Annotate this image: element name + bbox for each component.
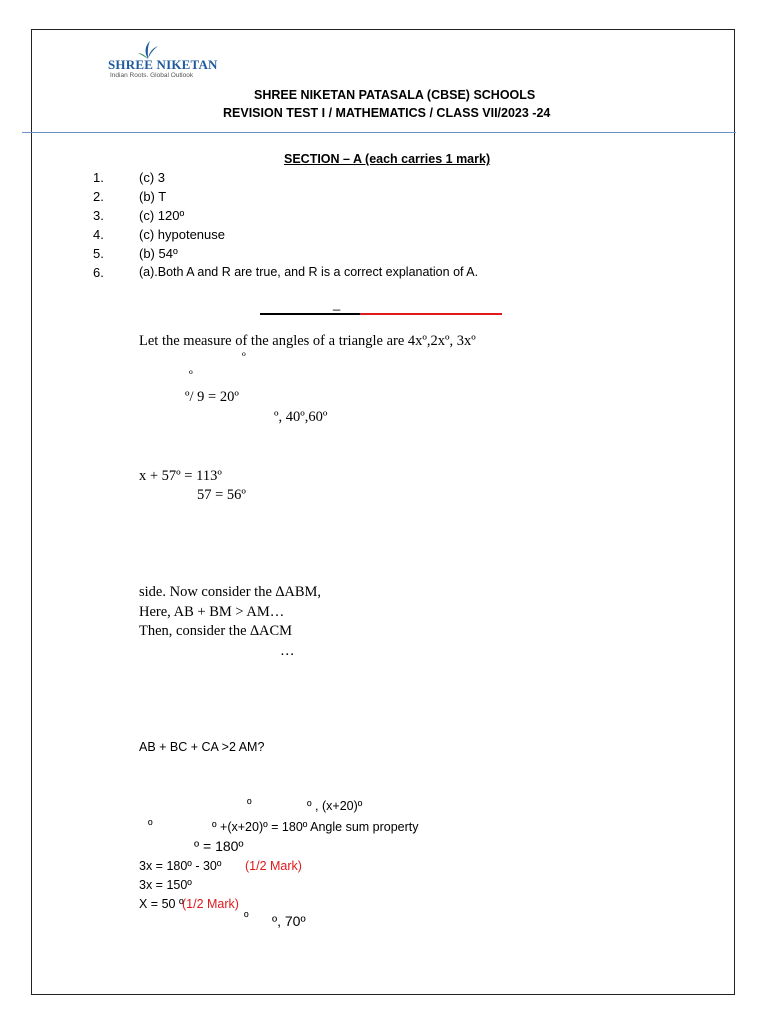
answer-text: (c) hypotenuse (139, 227, 225, 242)
answer-text: (b) T (139, 189, 167, 204)
section-divider-black (260, 313, 360, 315)
work-line: º , (x+20)º (307, 799, 363, 813)
work-line: º +(x+20)º = 180º Angle sum property (212, 820, 419, 834)
work-line: º, 70º (272, 913, 306, 929)
answer-number: 4. (93, 227, 104, 242)
work-line: 3x = 150º (139, 878, 192, 892)
work-line: x + 57º = 113º (139, 468, 222, 484)
work-line: º (247, 797, 252, 811)
answer-text: (c) 120º (139, 208, 185, 223)
logo-name: SHREE NIKETAN (108, 57, 218, 72)
work-line: X = 50 º (139, 897, 184, 911)
answer-text: (c) 3 (139, 170, 165, 185)
work-line: º, 40º,60º (274, 409, 328, 425)
work-line: Let the measure of the angles of a triangle are 4xº,2xº, 3xº (139, 333, 476, 349)
work-line: º (189, 368, 193, 382)
divider-mark: _ (333, 296, 341, 311)
answer-number: 6. (93, 265, 104, 280)
work-line: 3x = 180º - 30º (139, 859, 222, 873)
work-line: º (244, 910, 249, 924)
answer-number: 3. (93, 208, 104, 223)
answer-text: (a).Both A and R are true, and R is a correct explanation of A. (139, 265, 479, 279)
half-mark-note: (1/2 Mark) (182, 897, 239, 911)
work-line: AB + BC + CA >2 AM? (139, 740, 265, 754)
work-line: º/ 9 = 20º (185, 389, 239, 405)
test-title: REVISION TEST I / MATHEMATICS / CLASS VII/2023 -24 (223, 106, 551, 120)
school-logo (108, 40, 228, 84)
work-line: Here, AB + BM > AM… (139, 604, 285, 620)
answer-number: 1. (93, 170, 104, 185)
work-line: side. Now consider the ∆ABM, (139, 584, 322, 600)
work-line: … (280, 643, 295, 659)
answer-text: (b) 54º (139, 246, 178, 261)
section-a-title: SECTION – A (each carries 1 mark) (284, 152, 491, 166)
work-line: 57 = 56º (197, 487, 246, 503)
half-mark-note: (1/2 Mark) (245, 859, 302, 873)
work-line: º (242, 350, 246, 364)
school-title: SHREE NIKETAN PATASALA (CBSE) SCHOOLS (254, 88, 536, 102)
page-border (31, 29, 735, 995)
work-line: Then, consider the ∆ACM (139, 623, 293, 639)
answer-number: 2. (93, 189, 104, 204)
work-line: º (148, 818, 153, 832)
section-divider-red (360, 313, 502, 315)
logo-tagline: Indian Roots. Global Outlook (110, 72, 194, 79)
header-rule (22, 132, 736, 133)
work-line: º = 180º (194, 838, 244, 854)
answer-number: 5. (93, 246, 104, 261)
